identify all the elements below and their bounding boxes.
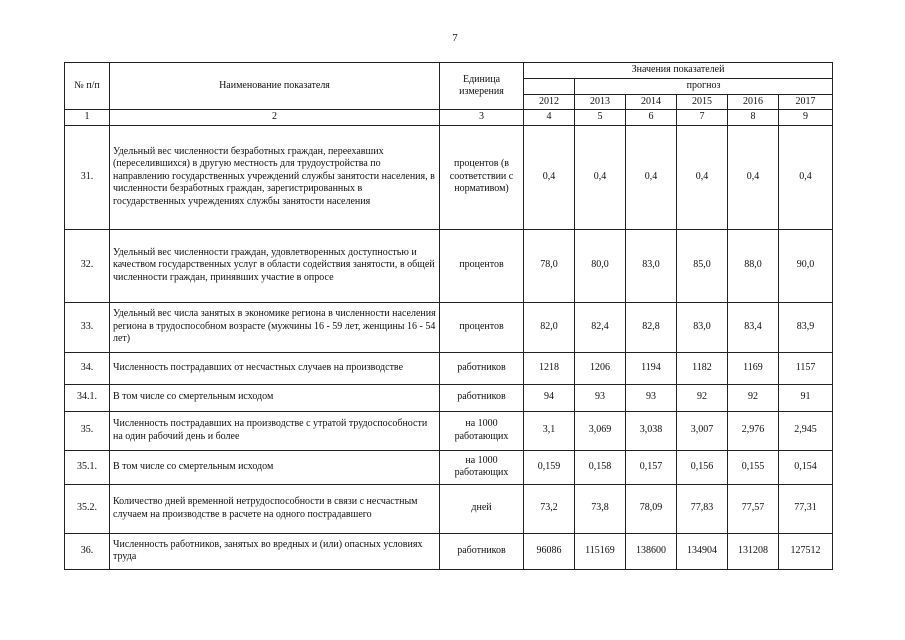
row-num: 36. [65, 533, 110, 569]
row-num: 32. [65, 229, 110, 302]
row-value: 0,4 [524, 125, 575, 229]
row-value: 93 [626, 384, 677, 411]
row-value: 0,4 [728, 125, 779, 229]
table-row [65, 450, 833, 484]
row-value: 83,0 [626, 229, 677, 302]
row-unit: процентов (в соответствии с нормативом) [440, 125, 524, 229]
row-num: 35.1. [65, 450, 110, 484]
row-value: 115169 [575, 533, 626, 569]
row-value: 73,2 [524, 484, 575, 533]
row-value: 73,8 [575, 484, 626, 533]
row-value: 1206 [575, 352, 626, 384]
index-cell: 3 [440, 110, 524, 126]
row-name: Удельный вес численности граждан, удовлетворенных доступностью и качеством государственных услуг в области содействия занятости, в общей численности граждан, принявших участие в опросе [110, 229, 440, 302]
row-value: 1182 [677, 352, 728, 384]
row-value: 82,0 [524, 302, 575, 352]
row-value: 0,158 [575, 450, 626, 484]
row-value: 77,57 [728, 484, 779, 533]
row-value: 0,157 [626, 450, 677, 484]
row-value: 3,038 [626, 411, 677, 450]
row-name: В том числе со смертельным исходом [110, 384, 440, 411]
row-value: 3,007 [677, 411, 728, 450]
row-name: Удельный вес численности безработных граждан, переехавших (переселившихся) в другую местность для трудоустройства по направлению государственных учреждений службы занятости населения, в численности безработных граждан, зарегистрированных в государственных учреждениях службы занятости населения [110, 125, 440, 229]
row-unit: процентов [440, 302, 524, 352]
row-value: 0,4 [779, 125, 833, 229]
index-row [65, 110, 833, 126]
row-value: 134904 [677, 533, 728, 569]
row-value: 92 [677, 384, 728, 411]
page-number: 7 [452, 32, 458, 44]
index-cell: 8 [728, 110, 779, 126]
row-value: 77,83 [677, 484, 728, 533]
row-name: Удельный вес числа занятых в экономике региона в численности населения региона в трудоспособном возрасте (мужчины 16 - 59 лет, женщины 16 - 54 лет) [110, 302, 440, 352]
row-unit: работников [440, 384, 524, 411]
index-cell: 2 [110, 110, 440, 126]
row-value: 77,31 [779, 484, 833, 533]
row-value: 0,4 [575, 125, 626, 229]
row-num: 34. [65, 352, 110, 384]
row-name: Количество дней временной нетрудоспособности в связи с несчастным случаем на производстве в расчете на одного пострадавшего [110, 484, 440, 533]
row-value: 2,976 [728, 411, 779, 450]
row-value: 85,0 [677, 229, 728, 302]
row-num: 35.2. [65, 484, 110, 533]
row-value: 82,8 [626, 302, 677, 352]
header-unit: Единица измерения [440, 63, 524, 110]
row-value: 1157 [779, 352, 833, 384]
index-cell: 5 [575, 110, 626, 126]
row-value: 91 [779, 384, 833, 411]
table-row [65, 302, 833, 352]
row-value: 83,9 [779, 302, 833, 352]
table-row [65, 411, 833, 450]
header-year: 2016 [728, 94, 779, 110]
row-value: 78,09 [626, 484, 677, 533]
row-value: 82,4 [575, 302, 626, 352]
table-row [65, 125, 833, 229]
row-unit: работников [440, 533, 524, 569]
index-cell: 4 [524, 110, 575, 126]
row-num: 33. [65, 302, 110, 352]
row-value: 0,156 [677, 450, 728, 484]
header-values-title: Значения показателей [524, 63, 833, 79]
table-row [65, 484, 833, 533]
header-name: Наименование показателя [110, 63, 440, 110]
row-value: 83,0 [677, 302, 728, 352]
row-value: 1169 [728, 352, 779, 384]
row-unit: процентов [440, 229, 524, 302]
table-row [65, 352, 833, 384]
header-year: 2015 [677, 94, 728, 110]
row-value: 0,4 [626, 125, 677, 229]
row-value: 96086 [524, 533, 575, 569]
row-value: 88,0 [728, 229, 779, 302]
row-value: 0,155 [728, 450, 779, 484]
row-num: 35. [65, 411, 110, 450]
row-name: В том числе со смертельным исходом [110, 450, 440, 484]
row-unit: на 1000 работающих [440, 411, 524, 450]
index-cell: 1 [65, 110, 110, 126]
header-forecast: прогноз [575, 79, 833, 95]
row-value: 127512 [779, 533, 833, 569]
row-value: 80,0 [575, 229, 626, 302]
row-value: 0,159 [524, 450, 575, 484]
row-value: 3,1 [524, 411, 575, 450]
row-unit: работников [440, 352, 524, 384]
row-value: 131208 [728, 533, 779, 569]
row-value: 2,945 [779, 411, 833, 450]
index-cell: 9 [779, 110, 833, 126]
index-cell: 6 [626, 110, 677, 126]
header-year: 2017 [779, 94, 833, 110]
row-value: 138600 [626, 533, 677, 569]
table-row [65, 533, 833, 569]
indicators-table [64, 62, 833, 570]
row-unit: дней [440, 484, 524, 533]
table-row [65, 229, 833, 302]
row-name: Численность работников, занятых во вредных и (или) опасных условиях труда [110, 533, 440, 569]
table-row [65, 384, 833, 411]
header-blank [524, 79, 575, 95]
index-cell: 7 [677, 110, 728, 126]
row-value: 92 [728, 384, 779, 411]
row-value: 1194 [626, 352, 677, 384]
header-num: № п/п [65, 63, 110, 110]
header-year: 2012 [524, 94, 575, 110]
row-value: 0,4 [677, 125, 728, 229]
row-name: Численность пострадавших на производстве с утратой трудоспособности на один рабочий день и более [110, 411, 440, 450]
row-value: 1218 [524, 352, 575, 384]
row-value: 83,4 [728, 302, 779, 352]
row-unit: на 1000 работающих [440, 450, 524, 484]
row-value: 93 [575, 384, 626, 411]
row-value: 3,069 [575, 411, 626, 450]
header-year: 2013 [575, 94, 626, 110]
header-year: 2014 [626, 94, 677, 110]
row-name: Численность пострадавших от несчастных случаев на производстве [110, 352, 440, 384]
row-value: 0,154 [779, 450, 833, 484]
row-value: 78,0 [524, 229, 575, 302]
row-value: 90,0 [779, 229, 833, 302]
row-num: 31. [65, 125, 110, 229]
row-value: 94 [524, 384, 575, 411]
row-num: 34.1. [65, 384, 110, 411]
